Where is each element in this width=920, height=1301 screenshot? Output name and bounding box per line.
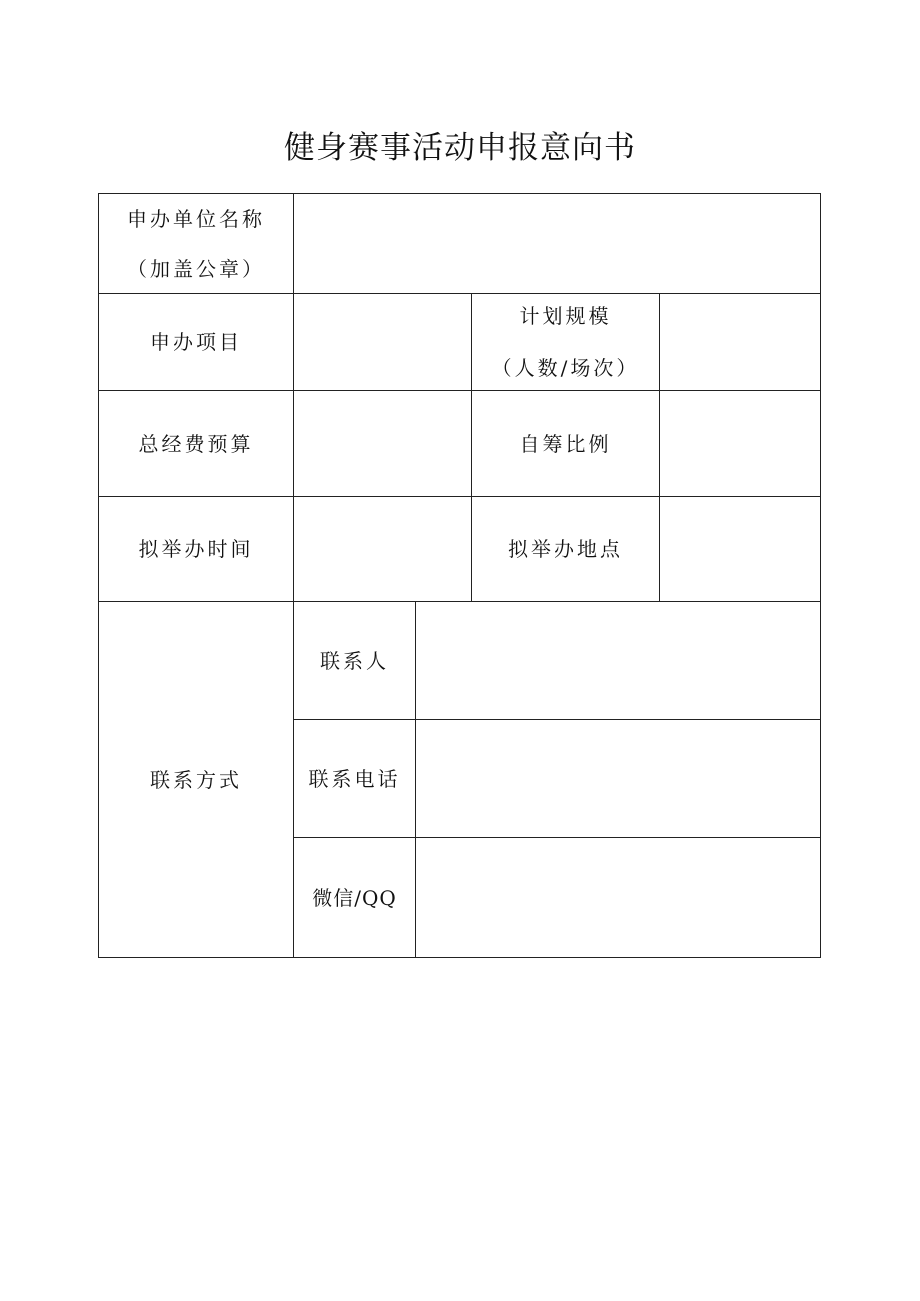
label-contact-person — [293, 601, 415, 719]
organizer-name-label: 申办单位名称 — [127, 206, 265, 231]
contact-phone-field[interactable] — [415, 719, 821, 837]
event-project-field[interactable] — [293, 293, 471, 390]
label-planned-scale — [471, 293, 659, 390]
planned-scale-unit-note: （人数/场次） — [491, 356, 640, 380]
planned-location-label: 拟举办地点 — [508, 537, 623, 561]
planned-time-field[interactable] — [293, 496, 471, 601]
planned-location-field[interactable] — [659, 496, 821, 601]
label-contact-phone — [293, 719, 415, 837]
wechat-qq-label: 微信/QQ — [312, 885, 397, 910]
label-total-budget — [98, 390, 293, 496]
contact-person-field[interactable] — [415, 601, 821, 719]
self-funding-ratio-label: 自筹比例 — [519, 431, 612, 456]
event-project-label: 申办项目 — [150, 330, 242, 354]
total-budget-label: 总经费预算 — [138, 431, 254, 456]
label-self-funding-ratio — [471, 390, 659, 496]
planned-scale-field[interactable] — [659, 293, 821, 390]
page-title: 健身赛事活动申报意向书 — [284, 130, 636, 166]
contact-person-label: 联系人 — [320, 648, 389, 673]
planned-scale-label: 计划规模 — [519, 304, 612, 328]
contact-phone-label: 联系电话 — [308, 766, 401, 791]
contact-method-label: 联系方式 — [150, 767, 242, 792]
wechat-qq-field[interactable] — [415, 837, 821, 958]
planned-time-label: 拟举办时间 — [138, 537, 254, 561]
label-organizer-name — [98, 193, 293, 293]
label-planned-location — [471, 496, 659, 601]
organizer-name-seal-note: （加盖公章） — [127, 256, 265, 281]
label-planned-time — [98, 496, 293, 601]
label-wechat-qq — [293, 837, 415, 958]
label-contact-method — [98, 601, 293, 958]
total-budget-field[interactable] — [293, 390, 471, 496]
label-event-project — [98, 293, 293, 390]
self-funding-ratio-field[interactable] — [659, 390, 821, 496]
organizer-name-field[interactable] — [293, 193, 821, 293]
